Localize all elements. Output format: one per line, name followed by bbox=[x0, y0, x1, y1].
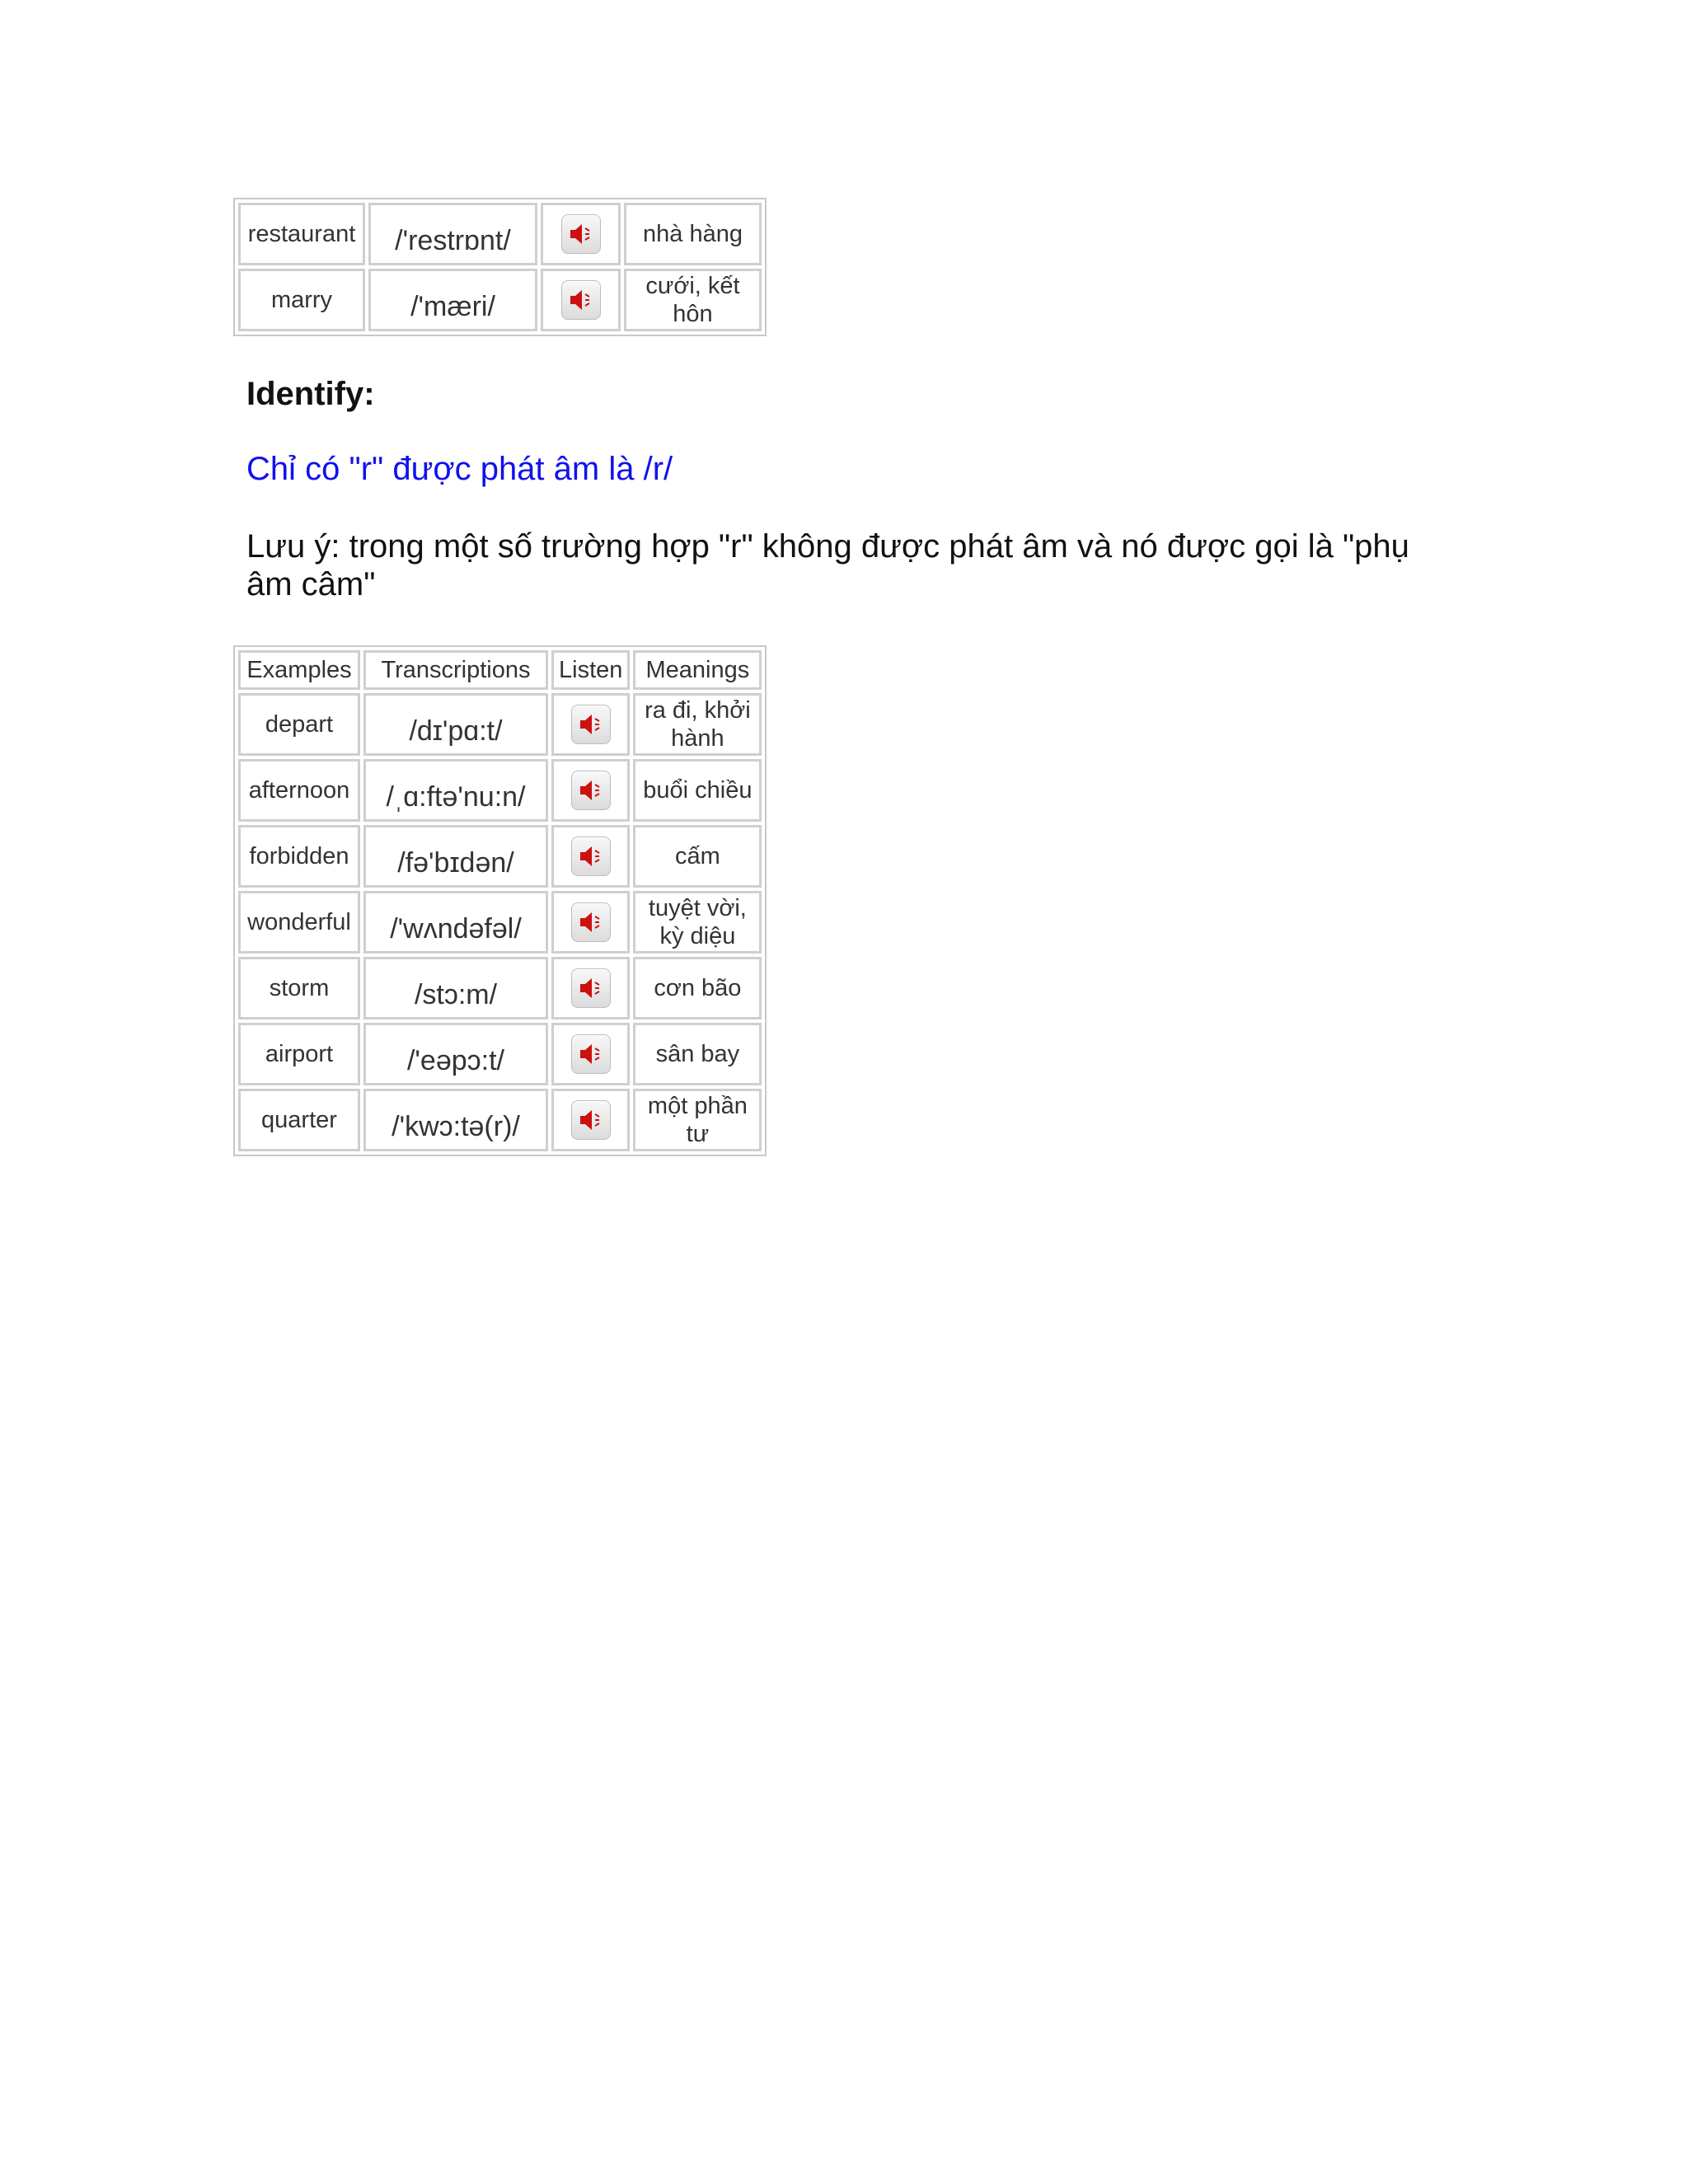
example-word: restaurant bbox=[238, 203, 365, 265]
meaning: tuyệt vời, kỳ diệu bbox=[633, 891, 762, 954]
speaker-icon bbox=[571, 705, 611, 744]
speaker-icon bbox=[571, 1034, 611, 1074]
example-word: afternoon bbox=[238, 759, 360, 822]
listen-button[interactable] bbox=[541, 269, 621, 331]
meaning: buổi chiều bbox=[633, 759, 762, 822]
transcription: /fə'bɪdən/ bbox=[363, 825, 548, 888]
listen-button[interactable] bbox=[551, 1023, 630, 1085]
listen-button[interactable] bbox=[541, 203, 621, 265]
listen-button[interactable] bbox=[551, 1089, 630, 1151]
vocab-table-examples bbox=[233, 645, 767, 1156]
listen-button[interactable] bbox=[551, 891, 630, 954]
listen-button[interactable] bbox=[551, 759, 630, 822]
table-row bbox=[238, 891, 762, 954]
identify-heading: Identify: bbox=[246, 376, 375, 412]
header-transcriptions: Transcriptions bbox=[363, 650, 548, 690]
table-row bbox=[238, 1089, 762, 1151]
table-row bbox=[238, 957, 762, 1019]
transcription: /'kwɔ:tə(r)/ bbox=[363, 1089, 548, 1151]
transcription: /'mæri/ bbox=[368, 269, 537, 331]
meaning: sân bay bbox=[633, 1023, 762, 1085]
example-word: quarter bbox=[238, 1089, 360, 1151]
example-word: marry bbox=[238, 269, 365, 331]
listen-button[interactable] bbox=[551, 693, 630, 756]
header-listen: Listen bbox=[551, 650, 630, 690]
rule-text: Chỉ có "r" được phát âm là /r/ bbox=[246, 451, 673, 487]
speaker-icon bbox=[571, 968, 611, 1008]
speaker-icon bbox=[561, 214, 601, 254]
example-word: depart bbox=[238, 693, 360, 756]
table-row bbox=[238, 693, 762, 756]
meaning: cưới, kết hôn bbox=[624, 269, 762, 331]
transcription: /'wʌndəfəl/ bbox=[363, 891, 548, 954]
transcription: /dɪ'pɑ:t/ bbox=[363, 693, 548, 756]
transcription: /'restrɒnt/ bbox=[368, 203, 537, 265]
note-text: Lưu ý: trong một số trường hợp "r" không được phát âm và nó được gọi là "phụ âm câm" bbox=[246, 528, 1409, 602]
table-row bbox=[238, 203, 762, 265]
speaker-icon bbox=[561, 280, 601, 320]
table-row bbox=[238, 759, 762, 822]
speaker-icon bbox=[571, 771, 611, 810]
speaker-icon bbox=[571, 902, 611, 942]
example-word: airport bbox=[238, 1023, 360, 1085]
table-header-row bbox=[238, 650, 762, 690]
listen-button[interactable] bbox=[551, 825, 630, 888]
transcription: /stɔ:m/ bbox=[363, 957, 548, 1019]
example-word: forbidden bbox=[238, 825, 360, 888]
transcription: /ˌɑ:ftə'nu:n/ bbox=[363, 759, 548, 822]
transcription: /'eəpɔ:t/ bbox=[363, 1023, 548, 1085]
example-word: storm bbox=[238, 957, 360, 1019]
header-meanings: Meanings bbox=[633, 650, 762, 690]
example-word: wonderful bbox=[238, 891, 360, 954]
meaning: một phần tư bbox=[633, 1089, 762, 1151]
table-row bbox=[238, 1023, 762, 1085]
vocab-table-top bbox=[233, 198, 767, 336]
meaning: cấm bbox=[633, 825, 762, 888]
listen-button[interactable] bbox=[551, 957, 630, 1019]
speaker-icon bbox=[571, 1100, 611, 1140]
speaker-icon bbox=[571, 837, 611, 876]
meaning: nhà hàng bbox=[624, 203, 762, 265]
meaning: cơn bão bbox=[633, 957, 762, 1019]
table-row bbox=[238, 825, 762, 888]
table-row bbox=[238, 269, 762, 331]
header-examples: Examples bbox=[238, 650, 360, 690]
meaning: ra đi, khởi hành bbox=[633, 693, 762, 756]
